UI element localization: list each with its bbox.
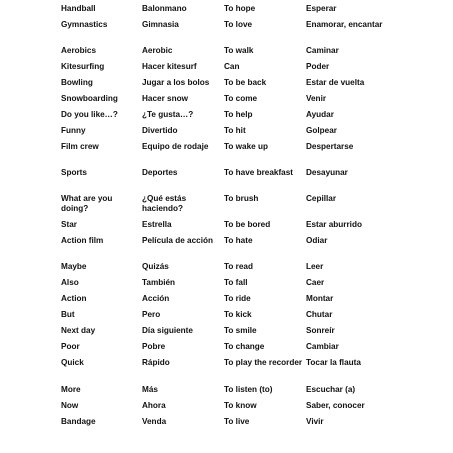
spanish-verb: Estar de vuelta	[306, 78, 365, 87]
english-word: Action	[61, 294, 87, 303]
spanish-word: Pobre	[142, 342, 166, 351]
spanish-verb: Leer	[306, 262, 324, 271]
spanish-verb: Sonreír	[306, 326, 335, 335]
spanish-word: Pero	[142, 310, 161, 319]
spanish-word: Rápido	[142, 358, 170, 367]
english-verb: To walk	[224, 46, 254, 55]
english-verb: To hate	[224, 236, 253, 245]
english-verb: To hit	[224, 126, 246, 135]
english-word: What are you doing?	[61, 194, 113, 213]
spanish-word: Jugar a los bolos	[142, 78, 210, 87]
spanish-verb: Vivir	[306, 417, 324, 426]
english-verb: To read	[224, 262, 253, 271]
spanish-word: Equipo de rodaje	[142, 142, 209, 151]
spanish-verb: Ayudar	[306, 110, 334, 119]
english-word: Funny	[61, 126, 86, 135]
english-verb: To smile	[224, 326, 257, 335]
english-word: But	[61, 310, 75, 319]
spanish-word: Balonmano	[142, 4, 187, 13]
spanish-verb: Saber, conocer	[306, 401, 365, 410]
english-word: Kitesurfing	[61, 62, 105, 71]
spanish-word: Día siguiente	[142, 326, 193, 335]
spanish-verb: Tocar la flauta	[306, 358, 361, 367]
english-word: Bowling	[61, 78, 93, 87]
english-verb: Can	[224, 62, 240, 71]
english-verb: To love	[224, 20, 253, 29]
spanish-verb: Caer	[306, 278, 325, 287]
spanish-word: Deportes	[142, 168, 178, 177]
spanish-verb: Venir	[306, 94, 327, 103]
english-word: Poor	[61, 342, 80, 351]
english-verb: To kick	[224, 310, 252, 319]
spanish-verb: Montar	[306, 294, 334, 303]
english-verb: To change	[224, 342, 265, 351]
english-word: Next day	[61, 326, 96, 335]
spanish-word: Acción	[142, 294, 170, 303]
spanish-verb: Enamorar, encantar	[306, 20, 383, 29]
spanish-verb: Odiar	[306, 236, 328, 245]
spanish-word: Venda	[142, 417, 167, 426]
spanish-verb: Golpear	[306, 126, 337, 135]
spanish-word: ¿Qué estás haciendo?	[142, 194, 187, 213]
spanish-verb: Poder	[306, 62, 330, 71]
english-word: Quick	[61, 358, 84, 367]
spanish-word: Quizás	[142, 262, 169, 271]
spanish-verb: Esperar	[306, 4, 337, 13]
english-verb: To wake up	[224, 142, 268, 151]
english-verb: To listen (to)	[224, 385, 273, 394]
english-verb: To live	[224, 417, 250, 426]
spanish-word: Hacer kitesurf	[142, 62, 197, 71]
spanish-verb: Cambiar	[306, 342, 339, 351]
english-verb: To ride	[224, 294, 251, 303]
english-verb: To be bored	[224, 220, 271, 229]
spanish-verb: Estar aburrido	[306, 220, 362, 229]
english-verb: To fall	[224, 278, 248, 287]
spanish-word: ¿Te gusta…?	[142, 110, 194, 119]
english-word: Snowboarding	[61, 94, 118, 103]
english-verb: To have breakfast	[224, 168, 294, 177]
spanish-word: Hacer snow	[142, 94, 188, 103]
english-verb: To play the recorder	[224, 358, 303, 367]
spanish-verb: Caminar	[306, 46, 339, 55]
spanish-verb: Despertarse	[306, 142, 354, 151]
spanish-verb: Chutar	[306, 310, 333, 319]
spanish-verb: Desayunar	[306, 168, 348, 177]
english-word: Maybe	[61, 262, 87, 271]
english-word: Now	[61, 401, 79, 410]
spanish-word: Película de acción	[142, 236, 213, 245]
english-word: Gymnastics	[61, 20, 108, 29]
english-word: Aerobics	[61, 46, 97, 55]
english-word: Also	[61, 278, 79, 287]
english-verb: To help	[224, 110, 253, 119]
spanish-word: Más	[142, 385, 158, 394]
spanish-word: Ahora	[142, 401, 166, 410]
english-word: Film crew	[61, 142, 99, 151]
english-word: Action film	[61, 236, 104, 245]
english-verb: To hope	[224, 4, 256, 13]
english-word: Sports	[61, 168, 87, 177]
english-word: Bandage	[61, 417, 96, 426]
spanish-word: Divertido	[142, 126, 178, 135]
english-word: More	[61, 385, 81, 394]
spanish-word: Estrella	[142, 220, 172, 229]
spanish-verb: Escuchar (a)	[306, 385, 356, 394]
english-verb: To brush	[224, 194, 259, 203]
english-word: Do you like…?	[61, 110, 118, 119]
english-verb: To be back	[224, 78, 267, 87]
english-verb: To know	[224, 401, 257, 410]
english-word: Handball	[61, 4, 96, 13]
english-word: Star	[61, 220, 77, 229]
spanish-word: También	[142, 278, 176, 287]
spanish-verb: Cepillar	[306, 194, 337, 203]
english-verb: To come	[224, 94, 258, 103]
spanish-word: Gimnasia	[142, 20, 179, 29]
spanish-word: Aerobic	[142, 46, 173, 55]
